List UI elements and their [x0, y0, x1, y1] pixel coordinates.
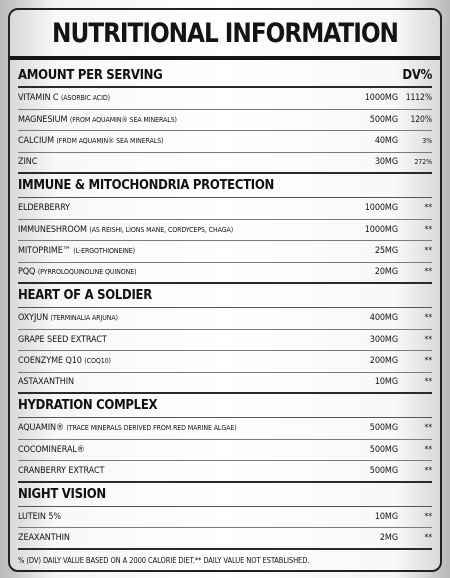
nutrient-note: (FROM AQUAMIN® SEA MINERALS): [69, 115, 177, 124]
nutrient-dv: **: [424, 465, 432, 476]
nutrient-amount: 200MG: [369, 356, 398, 367]
nutrient-note: (COQ10): [84, 357, 111, 366]
nutrient-dv: **: [424, 444, 432, 455]
table-row: [18, 418, 432, 440]
nutrient-dv: **: [424, 423, 432, 434]
table-row: [18, 198, 432, 220]
nutrient-name: ELDERBERRY: [18, 203, 70, 214]
nutrient-amount: 10MG: [374, 511, 398, 522]
nutrient-dv: **: [424, 532, 432, 543]
nutrient-name: ASTAXANTHIN: [18, 377, 74, 388]
nutrient-dv: 1112%: [405, 93, 432, 104]
table-row: [18, 440, 432, 462]
nutrient-dv: **: [424, 224, 432, 235]
nutrient-name: IMMUNESHROOM: [18, 224, 87, 235]
nutrient-amount: 500MG: [369, 114, 398, 125]
table-row: [18, 241, 432, 263]
nutrient-amount: 1000MG: [364, 203, 398, 214]
header-dv: DV%: [402, 67, 432, 83]
table-row: [18, 507, 432, 529]
nutrient-name: ZINC: [18, 157, 38, 168]
table-row: [18, 88, 432, 110]
nutrient-amount: 25MG: [374, 246, 398, 257]
table-row: [18, 220, 432, 242]
section-heading-night-vision: NIGHT VISION: [18, 483, 432, 507]
nutrient-amount: 500MG: [369, 465, 398, 476]
section-heading-hydration: HYDRATION COMPLEX: [18, 394, 432, 418]
nutrient-dv: **: [424, 356, 432, 367]
nutrient-note: (TRACE MINERALS DERIVED FROM RED MARINE ALGAE): [66, 424, 237, 433]
nutrient-name: CALCIUM: [18, 136, 54, 147]
nutrient-dv: **: [424, 203, 432, 214]
nutrient-amount: 20MG: [374, 267, 398, 278]
table-row: [18, 308, 432, 330]
panel-title: NUTRITIONAL INFORMATION: [52, 18, 398, 49]
nutrient-amount: 400MG: [369, 313, 398, 324]
nutrient-dv: 3%: [422, 137, 432, 146]
nutrient-name: AQUAMIN®: [18, 423, 64, 434]
top-divider: [10, 56, 440, 60]
nutrient-amount: 1000MG: [364, 224, 398, 235]
table-row: [18, 153, 432, 175]
nutrient-dv: **: [424, 267, 432, 278]
table-row: [18, 528, 432, 550]
nutrient-name: LUTEIN 5%: [18, 511, 62, 522]
nutrient-dv: **: [424, 511, 432, 522]
nutrient-amount: 40MG: [374, 136, 398, 147]
nutrient-name: COCOMINERAL®: [18, 444, 85, 455]
nutrient-dv: 272%: [414, 158, 432, 167]
table-row: [18, 263, 432, 285]
nutrient-amount: 300MG: [369, 334, 398, 345]
table-row: [18, 110, 432, 132]
table-row: [18, 461, 432, 483]
nutrient-note: (PYRROLOQUINOLINE QUINONE): [37, 268, 137, 277]
nutrient-name: ZEAXANTHIN: [18, 532, 70, 543]
nutrient-dv: **: [424, 313, 432, 324]
nutrient-amount: 2MG: [379, 532, 398, 543]
nutrient-name: VITAMIN C: [18, 93, 59, 104]
nutrient-dv: 120%: [410, 114, 432, 125]
header-label: AMOUNT PER SERVING: [18, 67, 163, 83]
footnote: % (DV) DAILY VALUE BASED ON A 2000 CALORIE DIET.** DAILY VALUE NOT ESTABLISHED.: [18, 556, 310, 565]
table-row: [18, 351, 432, 373]
nutrient-dv: **: [424, 334, 432, 345]
nutrient-note: (ASORBIC ACID): [60, 94, 110, 103]
section-heading-immune: IMMUNE & MITOCHONDRIA PROTECTION: [18, 174, 432, 198]
nutrient-note: (FROM AQUAMIN® SEA MINERALS): [56, 137, 164, 146]
amount-per-serving-header: [18, 64, 432, 88]
nutrient-name: MITOPRIME™: [18, 246, 71, 257]
nutrient-name: COENZYME Q10: [18, 356, 82, 367]
nutrient-amount: 500MG: [369, 444, 398, 455]
nutrient-name: GRAPE SEED EXTRACT: [18, 334, 107, 345]
table-row: [18, 330, 432, 352]
nutrient-name: MAGNESIUM: [18, 114, 68, 125]
nutrient-amount: 30MG: [374, 157, 398, 168]
nutrition-panel: [8, 8, 442, 572]
table-row: [18, 373, 432, 395]
nutrient-note: (TERMINALIA ARJUNA): [50, 314, 118, 323]
nutrient-table: [18, 64, 432, 572]
nutrient-amount: 500MG: [369, 423, 398, 434]
nutrient-amount: 10MG: [374, 377, 398, 388]
nutrient-name: CRANBERRY EXTRACT: [18, 465, 105, 476]
nutrient-name: OXYJUN: [18, 313, 49, 324]
nutrient-note: (AS REISHI, LIONS MANE, CORDYCEPS, CHAGA): [89, 225, 234, 234]
table-row: [18, 131, 432, 153]
nutrient-name: PQQ: [18, 267, 36, 278]
nutrient-dv: **: [424, 377, 432, 388]
nutrient-amount: 1000MG: [364, 93, 398, 104]
nutrient-note: (L-ERGOTHIONEINE): [73, 247, 135, 256]
section-heading-heart: HEART OF A SOLDIER: [18, 284, 432, 308]
nutrient-dv: **: [424, 246, 432, 257]
